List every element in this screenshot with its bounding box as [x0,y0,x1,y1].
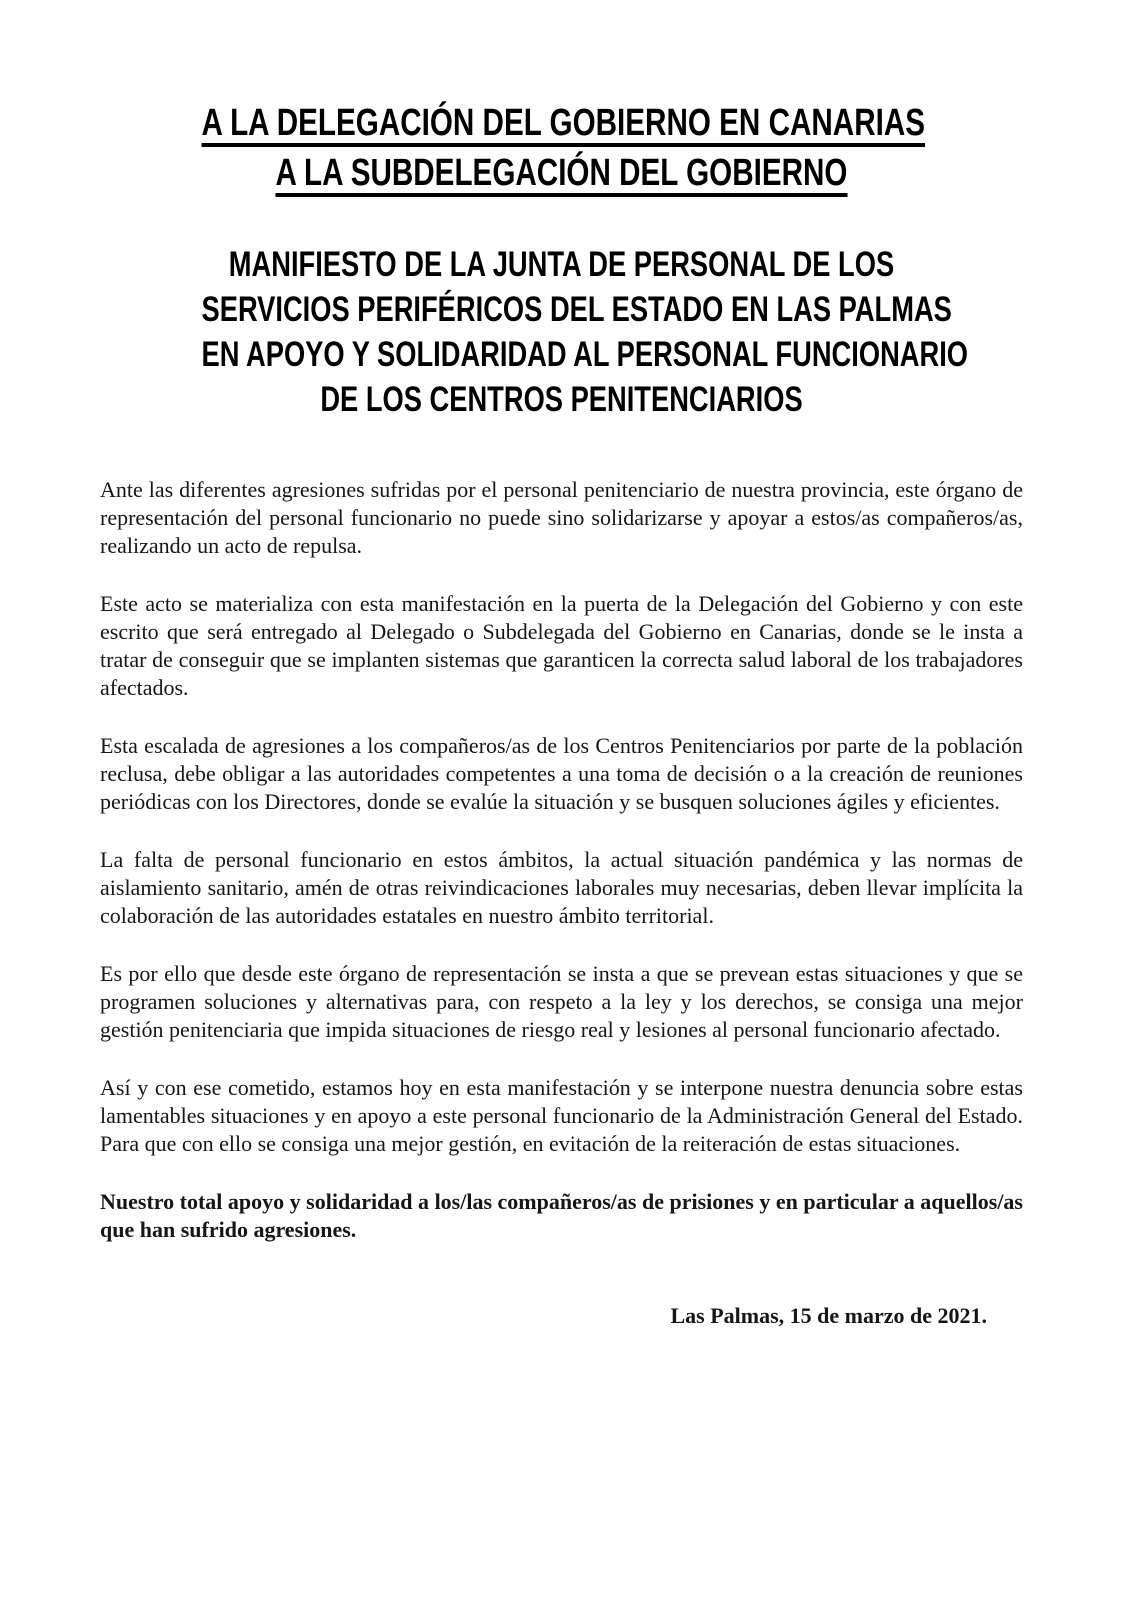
manifesto-title-line: EN APOYO Y SOLIDARIDAD AL PERSONAL FUNCIONARIO [201,335,969,374]
document-body [100,476,1023,1244]
addressee-heading [100,98,1023,198]
body-paragraph: Ante las diferentes agresiones sufridas por el personal penitenciario de nuestra provincia, este órgano de representación del personal funcionario no puede sino solidarizarse y apoyar a estos/as compañeros/as, realizando un acto de repulsa. [100,477,1023,558]
manifesto-title-line: SERVICIOS PERIFÉRICOS DEL ESTADO EN LAS PALMAS [201,290,952,329]
manifesto-title-line: DE LOS CENTROS PENITENCIARIOS [320,380,803,419]
body-paragraph: Es por ello que desde este órgano de representación se insta a que se prevean estas situaciones y que se programen soluciones y alternativas para, con respeto a la ley y los derechos, se consiga una mejor gestión penitenciaria que impida situaciones de riesgo real y lesiones al personal funcionario afectado. [100,961,1023,1042]
manifesto-title [100,242,1023,422]
body-paragraph: La falta de personal funcionario en estos ámbitos, la actual situación pandémica y las normas de aislamiento sanitario, amén de otras reivindicaciones laborales muy necesarias, deben llevar implícita la colaboración de las autoridades estatales en nuestro ámbito territorial. [100,847,1023,928]
body-paragraph: Este acto se materializa con esta manifestación en la puerta de la Delegación del Gobierno y con este escrito que será entregado al Delegado o Subdelegada del Gobierno en Canarias, donde se le insta a tratar de conseguir que se implanten sistemas que garanticen la correcta salud laboral de los trabajadores afectados. [100,591,1023,700]
body-paragraph: Esta escalada de agresiones a los compañeros/as de los Centros Penitenciarios por parte de la población reclusa, debe obligar a las autoridades competentes a una toma de decisión o a la creación de reuniones periódicas con los Directores, donde se evalúe la situación y se busquen soluciones ágiles y eficientes. [100,733,1023,814]
closing-statement: Nuestro total apoyo y solidaridad a los/las compañeros/as de prisiones y en particular a aquellos/as que han sufrido agresiones. [100,1189,1023,1242]
addressee-line-text: A LA DELEGACIÓN DEL GOBIERNO EN CANARIAS [201,102,926,144]
addressee-line [201,98,926,148]
addressee-line [202,148,922,198]
dateline: Las Palmas, 15 de marzo de 2021. [670,1303,987,1328]
manifesto-title-line: MANIFIESTO DE LA JUNTA DE PERSONAL DE LOS [228,245,895,284]
addressee-line-text: A LA SUBDELEGACIÓN DEL GOBIERNO [275,152,848,194]
body-paragraph: Así y con ese cometido, estamos hoy en esta manifestación y se interpone nuestra denuncia sobre estas lamentables situaciones y en apoyo a este personal funcionario de la Administración General del Estado. Para que con ello se consiga una mejor gestión, en evitación de la reiteración de estas situaciones. [100,1075,1023,1156]
